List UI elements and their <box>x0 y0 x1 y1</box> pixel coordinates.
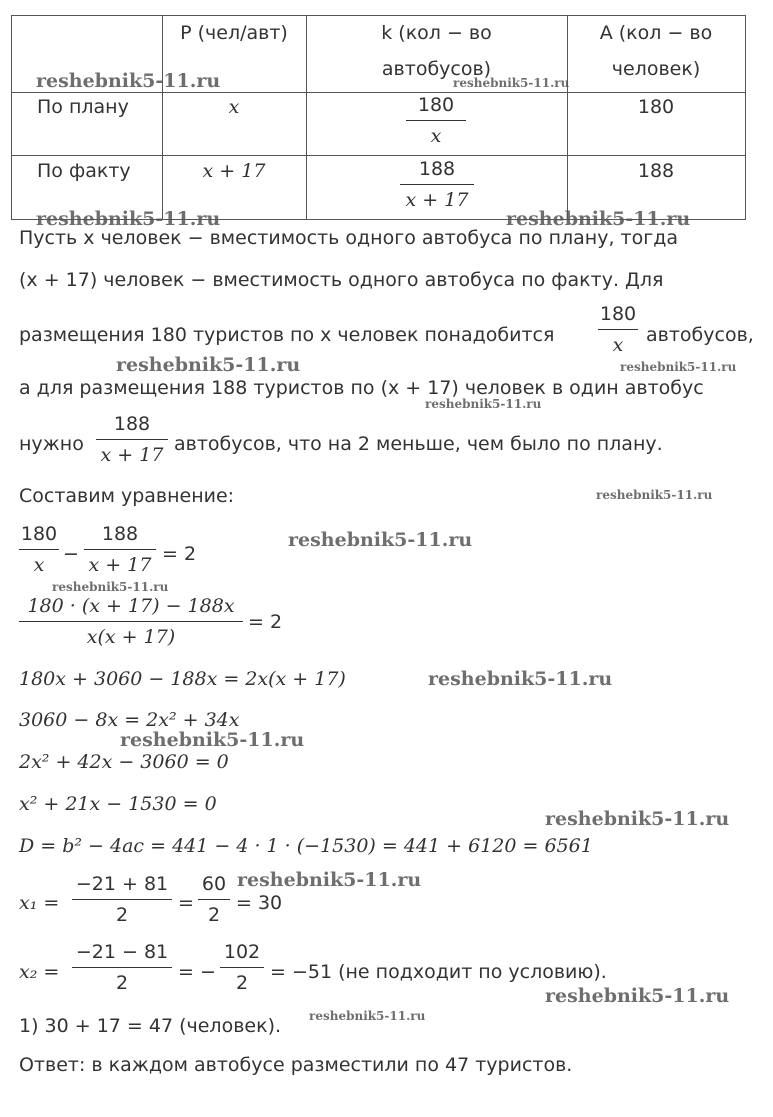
watermark: reshebnik5-11.ru <box>36 70 221 92</box>
eq1-fraction-a <box>19 522 59 577</box>
x1-fraction-1 <box>72 872 172 927</box>
header-k-line2: автобусов) <box>381 58 492 80</box>
text-line-3-fraction <box>598 302 638 357</box>
watermark: reshebnik5-11.ru <box>36 208 221 230</box>
row-plan-k-num: 180 <box>417 94 455 116</box>
text-line-3-frac-num: 180 <box>599 303 637 325</box>
watermark: reshebnik5-11.ru <box>545 808 730 830</box>
row-plan-a: 180 <box>637 96 675 118</box>
text-line-5-fraction <box>96 412 168 467</box>
watermark: reshebnik5-11.ru <box>309 1009 426 1023</box>
watermark: reshebnik5-11.ru <box>545 985 730 1007</box>
eq1-rhs: = 2 <box>162 543 197 565</box>
x1-den: 2 <box>115 904 129 926</box>
eq2-den: x(x + 17) <box>86 626 176 648</box>
x2-equals: = − <box>178 961 216 983</box>
eq1-a-num: 180 <box>20 523 58 545</box>
text-line-4: а для размещения 188 туристов по (x + 17) человек в один автобус <box>19 377 704 399</box>
watermark: reshebnik5-11.ru <box>425 397 542 411</box>
watermark: reshebnik5-11.ru <box>52 580 169 594</box>
data-table <box>11 15 746 220</box>
eq1-b-den: x + 17 <box>88 554 152 576</box>
x1-equals: = <box>178 892 194 914</box>
row-plan-p: x <box>228 96 240 118</box>
row-fact-label: По факту <box>37 160 131 182</box>
eq2-fraction <box>19 594 243 649</box>
row-fact-a: 188 <box>637 160 675 182</box>
compose-equation-text: Составим уравнение: <box>19 485 235 507</box>
row-plan-label: По плану <box>37 96 129 118</box>
x2-num2: 102 <box>223 941 261 963</box>
x1-num2: 60 <box>201 873 227 895</box>
row-fact-k-den: x + 17 <box>405 189 469 211</box>
watermark: reshebnik5-11.ru <box>288 529 473 551</box>
row-plan-k-den: x <box>430 125 442 147</box>
eq5: 2x² + 42x − 3060 = 0 <box>19 751 229 773</box>
text-line-5-post: автобусов, что на 2 меньше, чем было по плану. <box>174 433 663 455</box>
eq1-fraction-b <box>84 522 156 577</box>
x2-result: = −51 (не подходит по условию). <box>270 961 607 983</box>
text-line-3-frac-den: x <box>612 334 624 356</box>
eq1-b-num: 188 <box>101 523 139 545</box>
x2-den2: 2 <box>235 972 249 994</box>
x2-fraction-1 <box>72 940 172 995</box>
answer: Ответ: в каждом автобусе разместили по 47 туристов. <box>19 1054 573 1076</box>
text-line-3-post: автобусов, <box>646 324 754 346</box>
text-line-5-frac-num: 188 <box>113 413 151 435</box>
eq1-minus: − <box>63 543 79 565</box>
text-line-5-frac-den: x + 17 <box>100 444 164 466</box>
row-fact-k-num: 188 <box>418 158 456 180</box>
text-line-1: Пусть x человек − вместимость одного автобуса по плану, тогда <box>19 227 678 249</box>
eq2-num: 180 · (x + 17) − 188x <box>27 595 235 617</box>
text-line-2: (x + 17) человек − вместимость одного автобуса по факту. Для <box>19 269 664 291</box>
x1-den2: 2 <box>207 904 221 926</box>
x1-lhs: x₁ = <box>19 892 60 914</box>
eq4: 3060 − 8x = 2x² + 34x <box>19 709 240 731</box>
x1-result: = 30 <box>236 892 283 914</box>
watermark: reshebnik5-11.ru <box>116 354 301 376</box>
row-fact-p: x + 17 <box>202 160 266 182</box>
eq3: 180x + 3060 − 188x = 2x(x + 17) <box>19 668 346 690</box>
eq2-rhs: = 2 <box>248 611 283 633</box>
text-line-5-pre: нужно <box>19 433 84 455</box>
watermark: reshebnik5-11.ru <box>620 360 737 374</box>
watermark: reshebnik5-11.ru <box>120 729 305 751</box>
x1-fraction-2 <box>198 872 230 927</box>
x1-num: −21 + 81 <box>75 873 169 895</box>
row-fact-k-fraction <box>400 157 474 212</box>
watermark: reshebnik5-11.ru <box>453 76 570 90</box>
watermark: reshebnik5-11.ru <box>596 488 713 502</box>
x2-fraction-2 <box>220 940 264 995</box>
x2-num: −21 − 81 <box>75 941 169 963</box>
x2-lhs: x₂ = <box>19 961 60 983</box>
watermark: reshebnik5-11.ru <box>237 869 422 891</box>
watermark: reshebnik5-11.ru <box>428 668 613 690</box>
header-a-line2: человек) <box>611 58 701 80</box>
header-p: P (чел/авт) <box>180 22 288 44</box>
header-a-line1: A (кол − во <box>599 22 713 44</box>
x2-den: 2 <box>115 972 129 994</box>
text-line-3-pre: размещения 180 туристов по x человек понадобится <box>19 324 555 346</box>
eq1-a-den: x <box>33 554 45 576</box>
header-k-line1: k (кол − во <box>381 22 492 44</box>
eq6: x² + 21x − 1530 = 0 <box>19 793 217 815</box>
watermark: reshebnik5-11.ru <box>506 208 691 230</box>
eq7: D = b² − 4ac = 441 − 4 · 1 · (−1530) = 441 + 6120 = 6561 <box>19 835 593 857</box>
row-plan-k-fraction <box>406 93 466 148</box>
step-1: 1) 30 + 17 = 47 (человек). <box>19 1015 282 1037</box>
